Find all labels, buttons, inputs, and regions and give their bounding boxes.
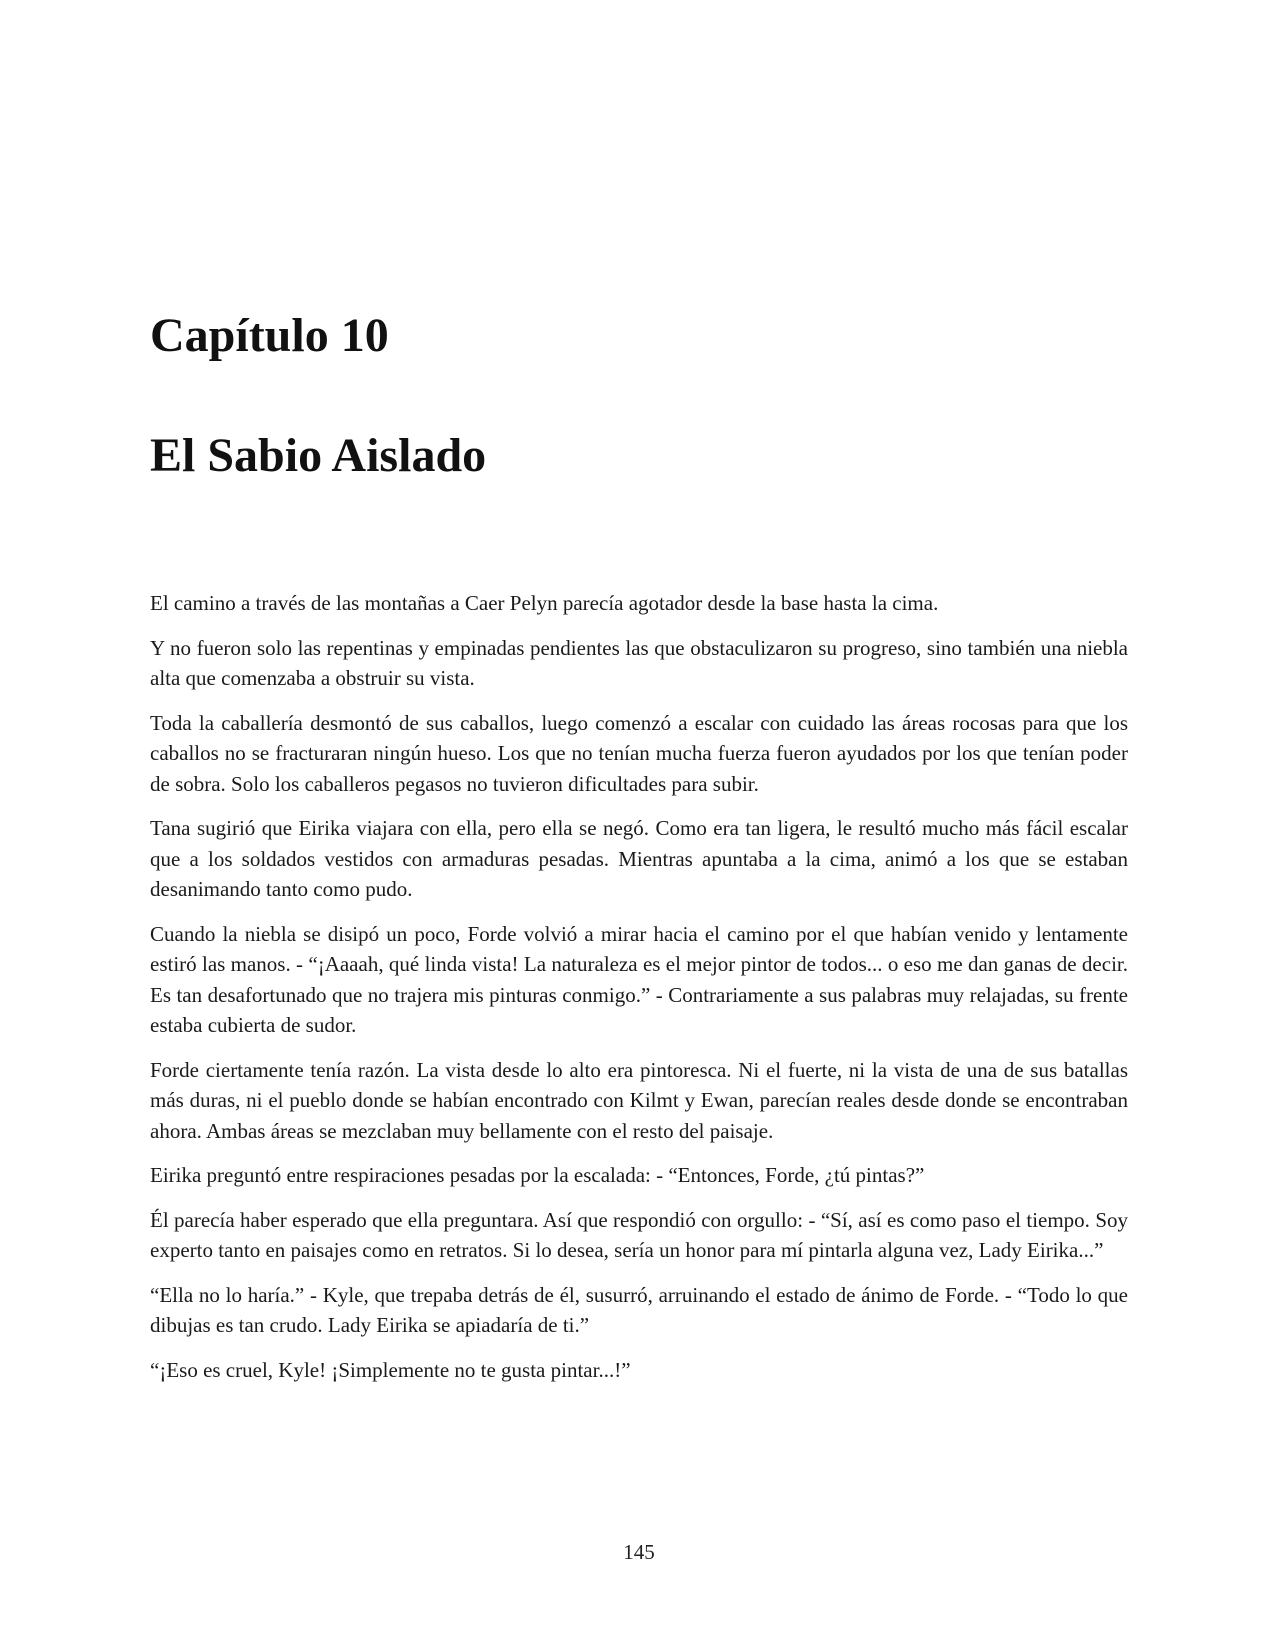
- paragraph: Forde ciertamente tenía razón. La vista desde lo alto era pintoresca. Ni el fuerte, ni la vista de una de sus batallas más duras, ni el pueblo donde se habían encontrado con Kilmt y Ewan, parecían reales desde donde se encontraban ahora. Ambas áreas se mezclaban muy bellamente con el resto del paisaje.: [150, 1057, 1128, 1143]
- chapter-title-heading: El Sabio Aislado: [150, 429, 487, 482]
- chapter-number-heading: Capítulo 10: [150, 309, 389, 362]
- paragraph: Eirika preguntó entre respiraciones pesadas por la escalada: - “Entonces, Forde, ¿tú pintas?”: [150, 1163, 925, 1187]
- paragraph: Cuando la niebla se disipó un poco, Forde volvió a mirar hacia el camino por el que habían venido y lentamente estiró las manos. - “¡Aaaah, qué linda vista! La naturaleza es el mejor pintor de todos... o eso me dan ganas de decir. Es tan desafortunado que no trajera mis pinturas conmigo.” - Contrariamente a sus palabras muy relajadas, su frente estaba cubierta de sudor.: [150, 921, 1128, 1037]
- page-number: 145: [623, 1540, 655, 1564]
- paragraph: Toda la caballería desmontó de sus caballos, luego comenzó a escalar con cuidado las áreas rocosas para que los caballos no se fracturaran ningún hueso. Los que no tenían mucha fuerza fueron ayudados por los que tenían poder de sobra. Solo los caballeros pegasos no tuvieron dificultades para subir.: [150, 710, 1128, 796]
- paragraph: El camino a través de las montañas a Caer Pelyn parecía agotador desde la base hasta la cima.: [150, 591, 939, 615]
- document-page: [150, 0, 1128, 1650]
- paragraph: “Ella no lo haría.” - Kyle, que trepaba detrás de él, susurró, arruinando el estado de ánimo de Forde. - “Todo lo que dibujas es tan crudo. Lady Eirika se apiadaría de ti.”: [150, 1282, 1128, 1337]
- chapter-body: [150, 588, 1128, 1399]
- paragraph: Él parecía haber esperado que ella preguntara. Así que respondió con orgullo: - “Sí, así es como paso el tiempo. Soy experto tanto en paisajes como en retratos. Si lo desea, sería un honor para mí pintarla alguna vez, Lady Eirika...”: [150, 1207, 1128, 1262]
- paragraph: Tana sugirió que Eirika viajara con ella, pero ella se negó. Como era tan ligera, le resultó mucho más fácil escalar que a los soldados vestidos con armaduras pesadas. Mientras apuntaba a la cima, animó a los que se estaban desanimando tanto como pudo.: [150, 816, 1128, 901]
- paragraph: Y no fueron solo las repentinas y empinadas pendientes las que obstaculizaron su progreso, sino también una niebla alta que comenzaba a obstruir su vista.: [150, 635, 1128, 690]
- paragraph: “¡Eso es cruel, Kyle! ¡Simplemente no te gusta pintar...!”: [150, 1357, 631, 1382]
